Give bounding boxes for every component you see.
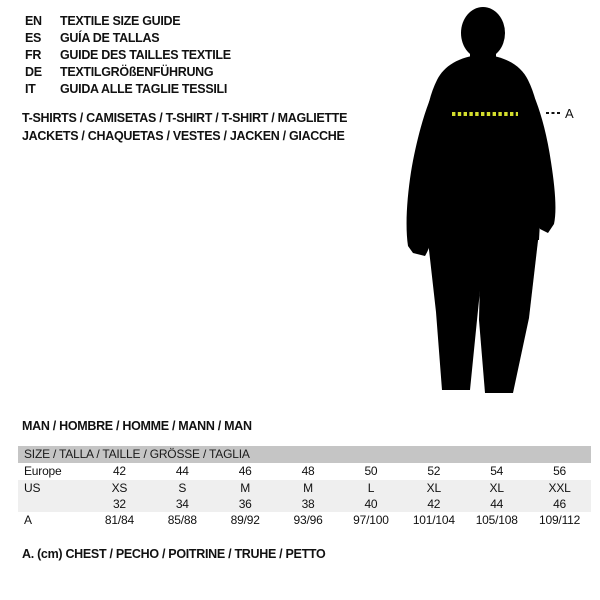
measurement-footnote: A. (cm) CHEST / PECHO / POITRINE / TRUHE / PETTO bbox=[22, 547, 326, 561]
language-code: DE bbox=[25, 65, 42, 79]
table-cell: XL bbox=[426, 481, 441, 495]
language-code: ES bbox=[25, 31, 42, 45]
category-line-jackets: JACKETS / CHAQUETAS / VESTES / JACKEN / GIACCHE bbox=[22, 129, 345, 143]
table-cell: 89/92 bbox=[230, 513, 260, 527]
category-block bbox=[22, 109, 347, 145]
language-label: GUÍA DE TALLAS bbox=[60, 31, 160, 45]
table-cell: XL bbox=[489, 481, 504, 495]
table-row-a bbox=[18, 512, 591, 529]
table-cell: 48 bbox=[301, 464, 315, 478]
measure-label-a: A bbox=[565, 106, 574, 121]
size-table bbox=[18, 446, 591, 529]
table-row-us bbox=[18, 480, 591, 497]
table-cell: 34 bbox=[175, 497, 189, 511]
language-label: TEXTILGRÖßENFÜHRUNG bbox=[60, 65, 214, 79]
table-cell: 38 bbox=[301, 497, 315, 511]
size-table-header: SIZE / TALLA / TAILLE / GRÖSSE / TAGLIA bbox=[18, 446, 591, 463]
language-row bbox=[25, 47, 231, 64]
table-cell: 109/112 bbox=[539, 513, 581, 527]
table-cell: 56 bbox=[553, 464, 567, 478]
table-cell: 85/88 bbox=[167, 513, 197, 527]
table-cell: 101/104 bbox=[412, 513, 455, 527]
table-cell: 40 bbox=[364, 497, 378, 511]
language-guide-block bbox=[25, 13, 231, 98]
table-cell: 32 bbox=[112, 497, 126, 511]
table-cell: 46 bbox=[238, 464, 252, 478]
row-label: A bbox=[24, 513, 32, 527]
size-figure bbox=[398, 0, 600, 400]
table-cell: XS bbox=[111, 481, 128, 495]
table-cell: 81/84 bbox=[104, 513, 134, 527]
language-label: GUIDE DES TAILLES TEXTILE bbox=[60, 48, 231, 62]
table-cell: 97/100 bbox=[353, 513, 389, 527]
table-cell: 50 bbox=[364, 464, 378, 478]
language-row bbox=[25, 13, 231, 30]
table-cell: 93/96 bbox=[293, 513, 323, 527]
table-cell: M bbox=[240, 481, 251, 495]
table-cell: 46 bbox=[553, 497, 567, 511]
table-cell: 52 bbox=[427, 464, 441, 478]
row-label bbox=[18, 497, 88, 512]
section-title-man: MAN / HOMBRE / HOMME / MANN / MAN bbox=[22, 419, 252, 433]
language-code: IT bbox=[25, 82, 36, 96]
language-label: TEXTILE SIZE GUIDE bbox=[60, 14, 181, 28]
table-cell: 42 bbox=[427, 497, 441, 511]
man-right-leg bbox=[479, 232, 539, 393]
table-cell: XXL bbox=[548, 481, 571, 495]
man-silhouette bbox=[398, 0, 600, 400]
table-cell: M bbox=[303, 481, 313, 495]
language-label: GUIDA ALLE TAGLIE TESSILI bbox=[60, 82, 228, 96]
table-cell: 44 bbox=[490, 497, 504, 511]
table-cell: S bbox=[178, 481, 187, 495]
man-left-leg bbox=[427, 232, 486, 390]
man-torso bbox=[423, 54, 542, 240]
table-cell: 42 bbox=[112, 464, 126, 478]
language-row bbox=[25, 64, 231, 81]
table-cell: 54 bbox=[490, 464, 504, 478]
table-cell: L bbox=[367, 481, 375, 495]
language-code: FR bbox=[25, 48, 42, 62]
language-row bbox=[25, 81, 231, 98]
table-cell: 105/108 bbox=[475, 513, 518, 527]
table-cell: 44 bbox=[175, 464, 189, 478]
category-line-tshirts: T-SHIRTS / CAMISETAS / T-SHIRT / T-SHIRT / MAGLIETTE bbox=[22, 111, 348, 125]
table-cell: 36 bbox=[238, 497, 252, 511]
table-row-europe bbox=[18, 463, 591, 480]
table-row-numeric bbox=[18, 497, 591, 512]
language-row bbox=[25, 30, 231, 47]
language-code: EN bbox=[25, 14, 42, 28]
row-label: Europe bbox=[24, 464, 62, 478]
row-label: US bbox=[24, 481, 41, 495]
